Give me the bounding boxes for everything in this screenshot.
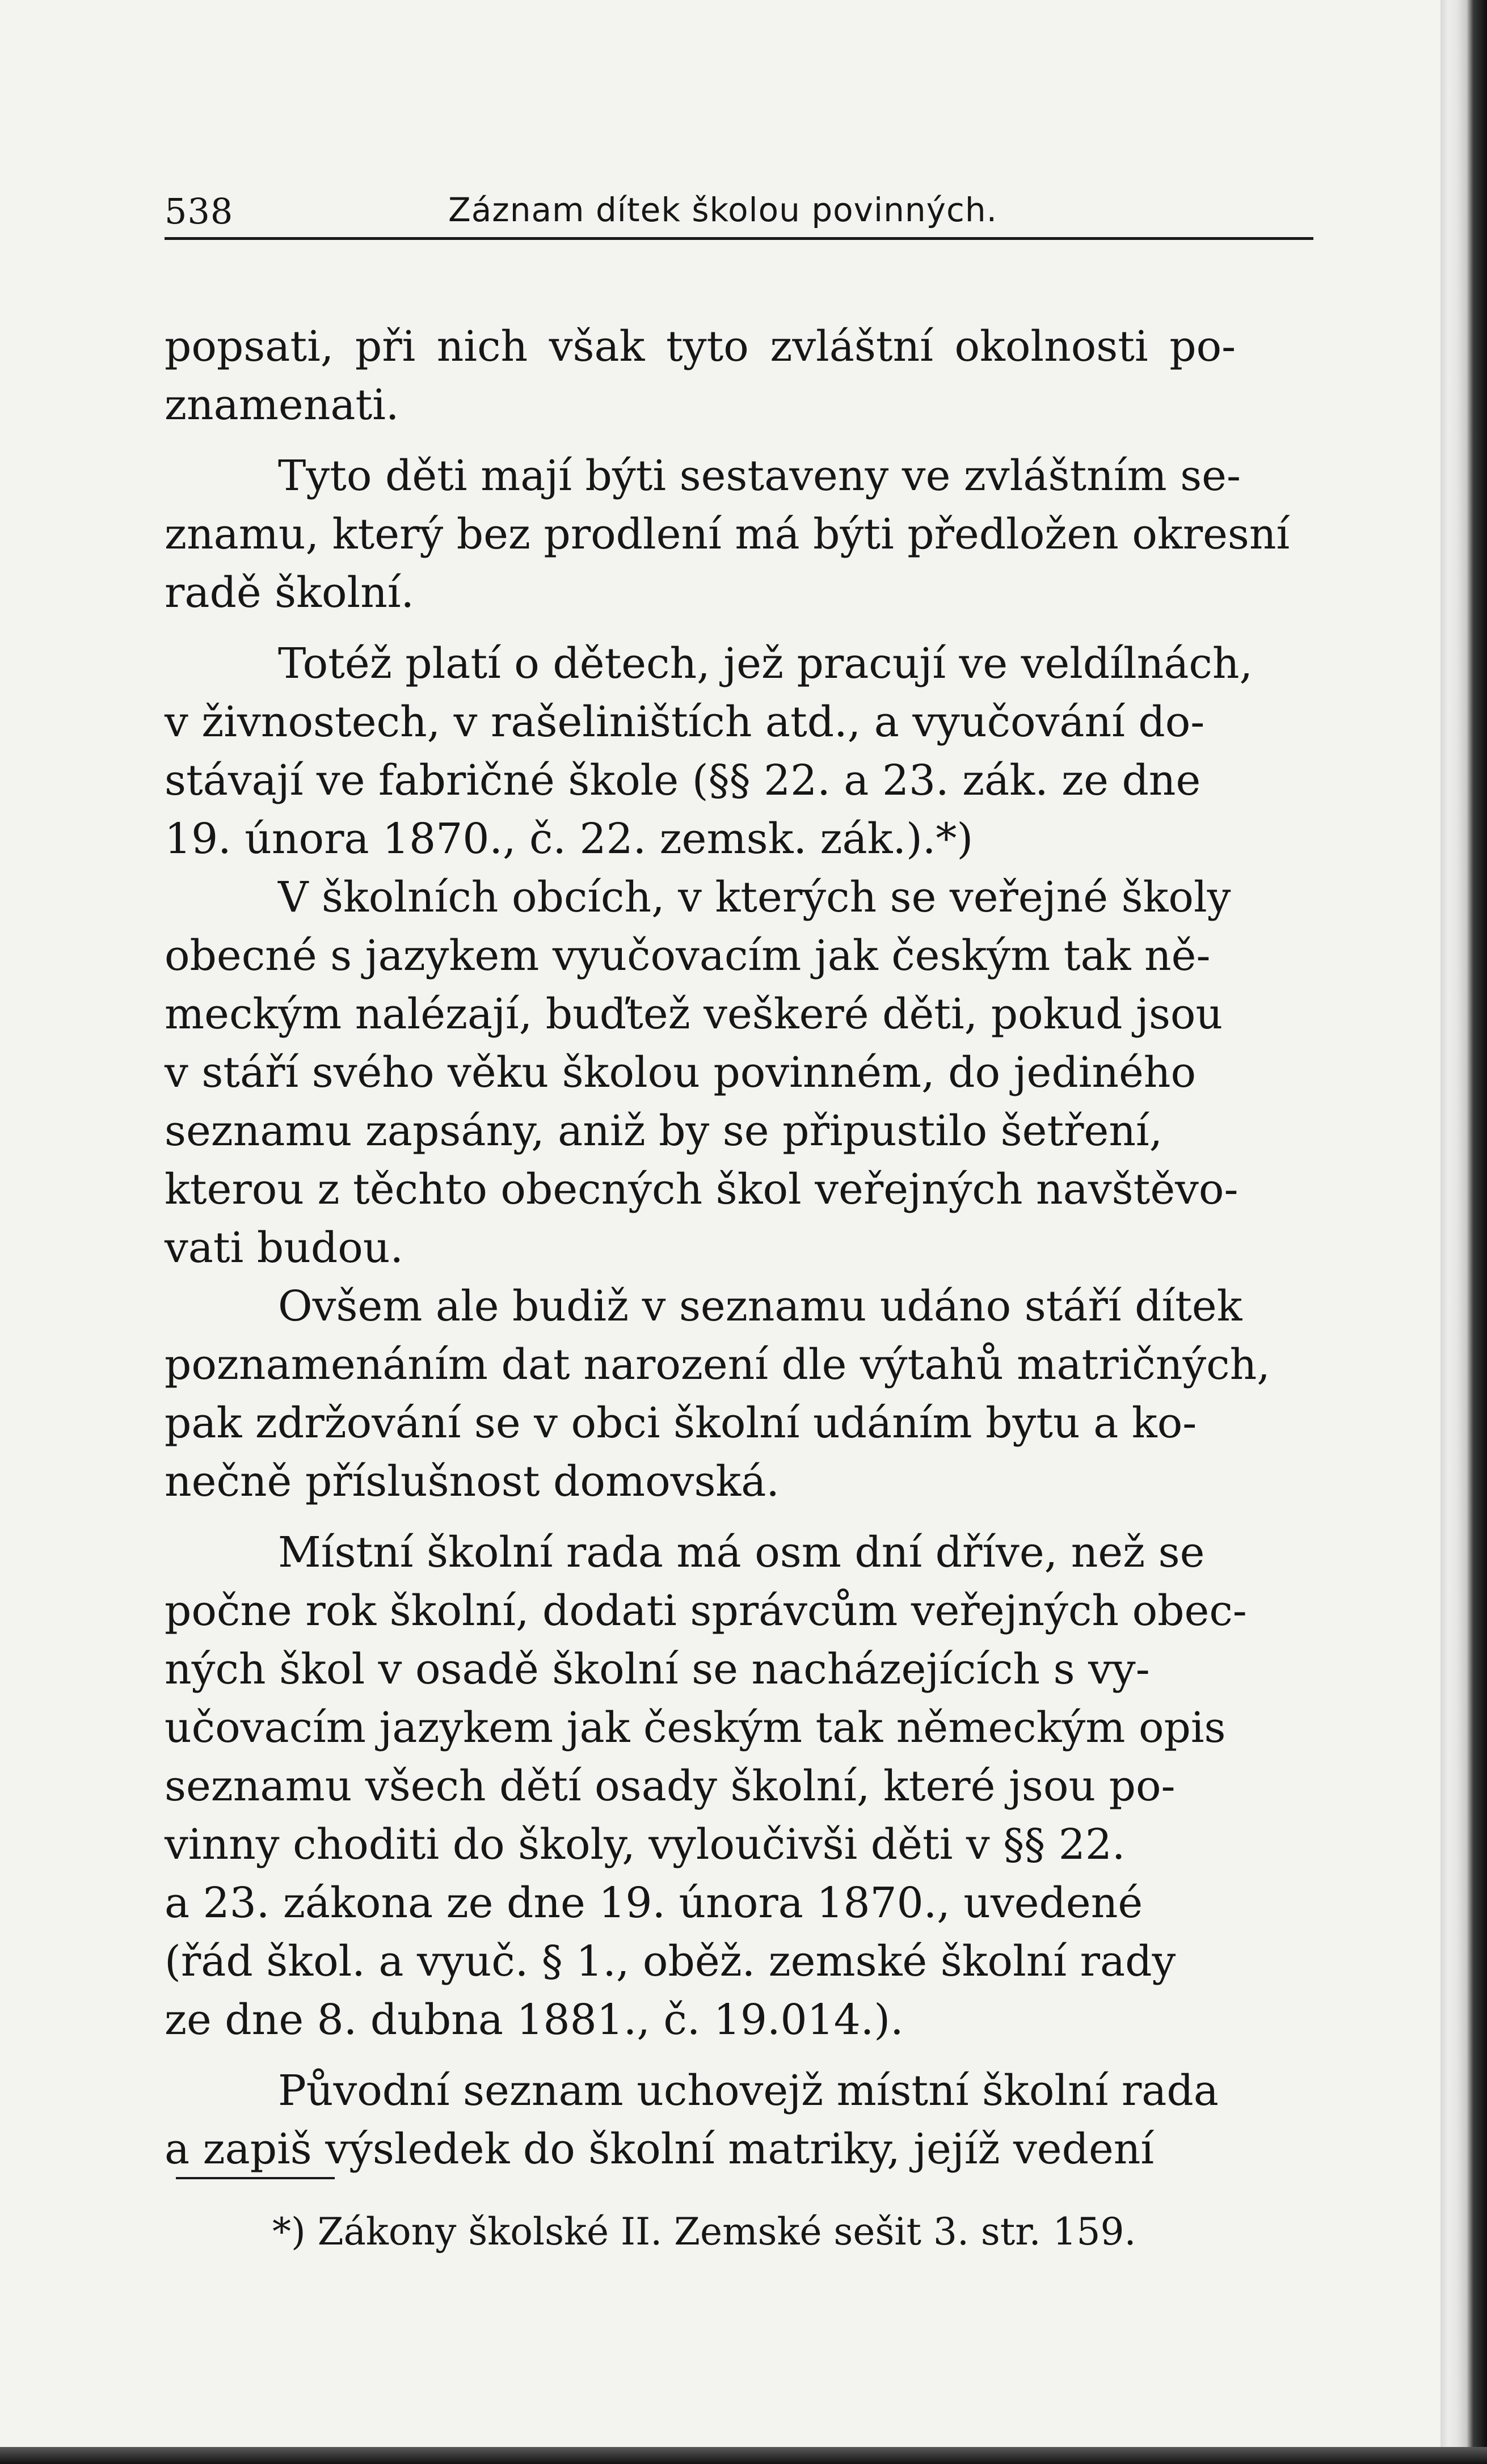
body-text [165,318,1333,2179]
text-line: počne rok školní, dodati správcům veřejných obec- [165,1587,1247,1635]
text-line: vinny choditi do školy, vyloučivši děti v §§ 22. [165,1820,1126,1869]
text-line: stávají ve fabričné škole (§§ 22. a 23. zák. ze dne [165,756,1201,805]
text-line: seznamu všech dětí osady školní, které jsou po- [165,1762,1176,1811]
footnote: *) Zákony školské II. Zemské sešit 3. str. 159. [272,2210,1136,2254]
page-header [165,186,1313,243]
text-line: a zapiš výsledek do školní matriky, jejíž vedení [165,2125,1155,2174]
running-title: Záznam dítek školou povinných. [448,191,998,229]
page-edge-shadow [1440,0,1487,2464]
text-line: vati budou. [165,1223,403,1272]
text-line: a 23. zákona ze dne 19. února 1870., uvedené [165,1879,1143,1927]
text-line: obecné s jazykem vyučovacím jak českým tak ně- [165,931,1211,980]
text-line: Totéž platí o dětech, jež pracují ve veldílnách, [278,639,1253,688]
text-line: Ovšem ale budiž v seznamu udáno stáří dítek [278,1282,1242,1331]
text-line: ze dne 8. dubna 1881., č. 19.014.). [165,1995,904,2044]
text-line: ných škol v osadě školní se nacházejících s vy- [165,1645,1150,1694]
text-line: meckým nalézají, buďtež veškeré děti, pokud jsou [165,990,1223,1039]
text-line: kterou z těchto obecných škol veřejných navštěvo- [165,1165,1239,1214]
text-line: učovacím jazykem jak českým tak německým opis [165,1703,1226,1752]
text-line: seznamu zapsány, aniž by se připustilo šetření, [165,1107,1163,1155]
text-line: v živnostech, v rašeliništích atd., a vyučování do- [165,698,1205,746]
text-line: radě školní. [165,568,415,617]
text-line: Původní seznam uchovejž místní školní rada [278,2066,1219,2115]
text-line: znamu, který bez prodlení má býti předložen okresní [165,510,1290,559]
text-line: poznamenáním dat narození dle výtahů matričných, [165,1340,1270,1389]
text-line: pak zdržování se v obci školní udáním bytu a ko- [165,1399,1197,1448]
text-line: popsati, při nich však tyto zvláštní okolnosti po- [165,322,1236,371]
text-line: v stáří svého věku školou povinném, do jediného [165,1048,1197,1097]
header-rule [165,237,1313,240]
text-line: V školních obcích, v kterých se veřejné školy [278,873,1231,922]
text-line: 19. února 1870., č. 22. zemsk. zák.).*) [165,815,974,863]
text-line: Tyto děti mají býti sestaveny ve zvláštním se- [278,452,1241,500]
text-line: znamenati. [165,381,399,429]
page-number: 538 [165,191,234,232]
text-line: nečně příslušnost domovská. [165,1457,780,1506]
text-line: Místní školní rada má osm dní dříve, než se [278,1528,1205,1577]
text-line: (řád škol. a vyuč. § 1., oběž. zemské školní rady [165,1937,1176,1986]
footnote-rule [176,2177,335,2179]
page-bottom-shadow [0,2447,1487,2464]
